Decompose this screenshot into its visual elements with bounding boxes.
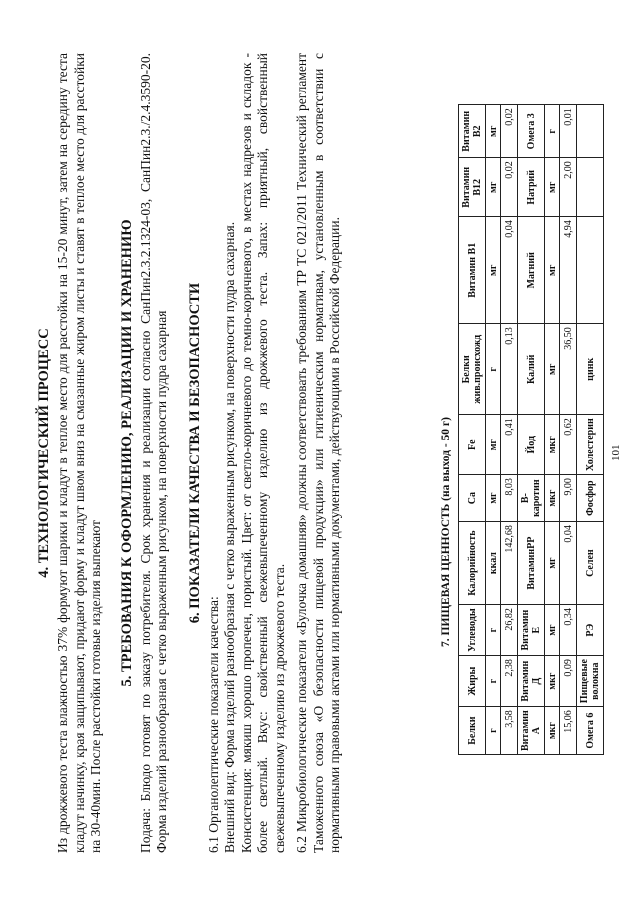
table-header-cell: B-каротин — [518, 475, 545, 522]
value-cell: 0,13 — [501, 324, 518, 415]
unit-cell: мг — [545, 217, 560, 324]
value-cell: 0,62 — [560, 415, 577, 475]
table-header-cell: Жиры — [459, 656, 486, 707]
unit-cell: мг — [545, 605, 560, 656]
unit-cell: мг — [545, 158, 560, 217]
table-header-cell: Витамин B12 — [459, 158, 486, 217]
table-row — [459, 105, 486, 755]
section-4-title: 4. ТЕХНОЛОГИЧЕСКИЙ ПРОЦЕСС — [36, 328, 52, 578]
section-7-title: 7. ПИЩЕВАЯ ЦЕННОСТЬ (на выход - 50 г) — [440, 417, 452, 647]
value-cell: 4,94 — [560, 217, 577, 324]
value-cell: 2,38 — [501, 656, 518, 707]
table-header-cell: Магний — [518, 217, 545, 324]
table-header-cell: Фосфор — [577, 475, 604, 522]
table-header-cell: Пищевые волокна — [577, 656, 604, 707]
table-header-cell: Углеводы — [459, 605, 486, 656]
table-header-cell: Селен — [577, 522, 604, 605]
value-cell: 0,34 — [560, 605, 577, 656]
unit-cell: г — [486, 605, 501, 656]
unit-cell: мг — [486, 217, 501, 324]
unit-cell: мг — [486, 158, 501, 217]
unit-cell: мг — [486, 475, 501, 522]
table-header-cell: ВитаминPP — [518, 522, 545, 605]
value-cell: 8,03 — [501, 475, 518, 522]
value-cell: 0,04 — [560, 522, 577, 605]
table-header-cell: РЭ — [577, 605, 604, 656]
value-cell: 15,06 — [560, 707, 577, 755]
value-cell: 3,58 — [501, 707, 518, 755]
unit-cell: мг — [486, 415, 501, 475]
table-header-cell: Витамин Д — [518, 656, 545, 707]
value-cell: 0,02 — [501, 158, 518, 217]
table-header-cell — [577, 158, 604, 217]
section-4-text: Из дрожжевого теста влажностью 37% формуют шарики и кладут в теплое место для расстойки на 15-20 минут, затем на середину теста кладут начинку, края защипывают, придают форму и кладут швом вниз на смазанные жиром листы и ставят в теплое место для расстойки на 30-40мин. После расстойки готовые изделия выпекают — [55, 53, 103, 853]
unit-cell: мкг — [545, 415, 560, 475]
unit-cell: ккал — [486, 522, 501, 605]
table-row — [577, 105, 604, 755]
unit-cell: мкг — [545, 707, 560, 755]
section-6-appearance: Внешний вид: Форма изделий разнообразная с четко выраженным рисунком, на поверхности пудра сахарная. — [222, 221, 237, 853]
table-header-cell: Витамин B1 — [459, 217, 486, 324]
table-header-cell: Калорийность — [459, 522, 486, 605]
unit-cell: мг — [545, 522, 560, 605]
table-header-cell: Витамин B2 — [459, 105, 486, 158]
unit-cell: мкг — [545, 475, 560, 522]
unit-cell: мг — [545, 324, 560, 415]
table-row — [545, 105, 560, 755]
table-header-cell — [577, 217, 604, 324]
table-row — [486, 105, 501, 755]
section-5-title: 5. ТРЕБОВАНИЯ К ОФОРМЛЕНИЮ, РЕАЛИЗАЦИИ И ХРАНЕНИЮ — [118, 219, 135, 687]
unit-cell: г — [486, 656, 501, 707]
table-row — [501, 105, 518, 755]
unit-cell: г — [486, 707, 501, 755]
section-6-consistency: Консистенция: мякиш хорошо пропечен, пористый. Цвет: от светло-коричневого до темно-коричневого, в местах надрезов и складок - более светлый. Вкус: свойственный свежевыпеченному изделию из дрожжевого теста. Запах: приятный, свойственный свежевыпеченному изделию из дрожжевого теста. — [238, 53, 287, 853]
table-row — [560, 105, 577, 755]
unit-cell: мг — [486, 105, 501, 158]
value-cell: 9,00 — [560, 475, 577, 522]
table-row — [518, 105, 545, 755]
table-header-cell: Омега 3 — [518, 105, 545, 158]
table-header-cell: Fe — [459, 415, 486, 475]
value-cell: 2,00 — [560, 158, 577, 217]
table-header-cell: Калий — [518, 324, 545, 415]
table-header-cell: цинк — [577, 324, 604, 415]
value-cell: 36,50 — [560, 324, 577, 415]
value-cell: 0,01 — [560, 105, 577, 158]
table-header-cell: Омега 6 — [577, 707, 604, 755]
table-header-cell: Белки жив.происхожд — [459, 324, 486, 415]
value-cell: 26,82 — [501, 605, 518, 656]
nutrition-table — [458, 104, 604, 755]
value-cell: 0,02 — [501, 105, 518, 158]
value-cell: 0,09 — [560, 656, 577, 707]
table-header-cell: Натрий — [518, 158, 545, 217]
value-cell: 0,41 — [501, 415, 518, 475]
table-header-cell — [577, 105, 604, 158]
table-header-cell: Ca — [459, 475, 486, 522]
document-body — [36, 53, 344, 853]
section-5-text: Подача: Блюдо готовят по заказу потребителя. Срок хранения и реализации согласно СанПин2.3.2.1324-03, СанПин2.3./2.4.3590-20. Форма изделий разнообразная с четко выраженным рисунком, на поверхности пудра сахарная — [137, 53, 169, 853]
section-6-title: 6. ПОКАЗАТЕЛИ КАЧЕСТВА И БЕЗОПАСНОСТИ — [186, 282, 203, 624]
table-header-cell: Йод — [518, 415, 545, 475]
unit-cell: мкг — [545, 656, 560, 707]
value-cell: 142,68 — [501, 522, 518, 605]
section-6-subtitle: 6.1 Органолептические показатели качества: — [205, 596, 221, 853]
section-6-microbiology: 6.2 Микробиологические показатели «Булочка домашняя» должны соответствовать требованиям ТР ТС 021/2011 Технический регламент Таможенного союза «О безопасности пищевой продукции» или гигиеническим нормативам, установленным в соответствии с нормативными правовыми актами или нормативными документами, действующими в Российской Федерации. — [294, 53, 342, 853]
table-header-cell: Витамин Е — [518, 605, 545, 656]
unit-cell: г — [545, 105, 560, 158]
table-header-cell: Витамин А — [518, 707, 545, 755]
table-header-cell: Холестерин — [577, 415, 604, 475]
unit-cell: г — [486, 324, 501, 415]
table-header-cell: Белки — [459, 707, 486, 755]
value-cell: 0,04 — [501, 217, 518, 324]
page-number: 101 — [610, 444, 622, 461]
